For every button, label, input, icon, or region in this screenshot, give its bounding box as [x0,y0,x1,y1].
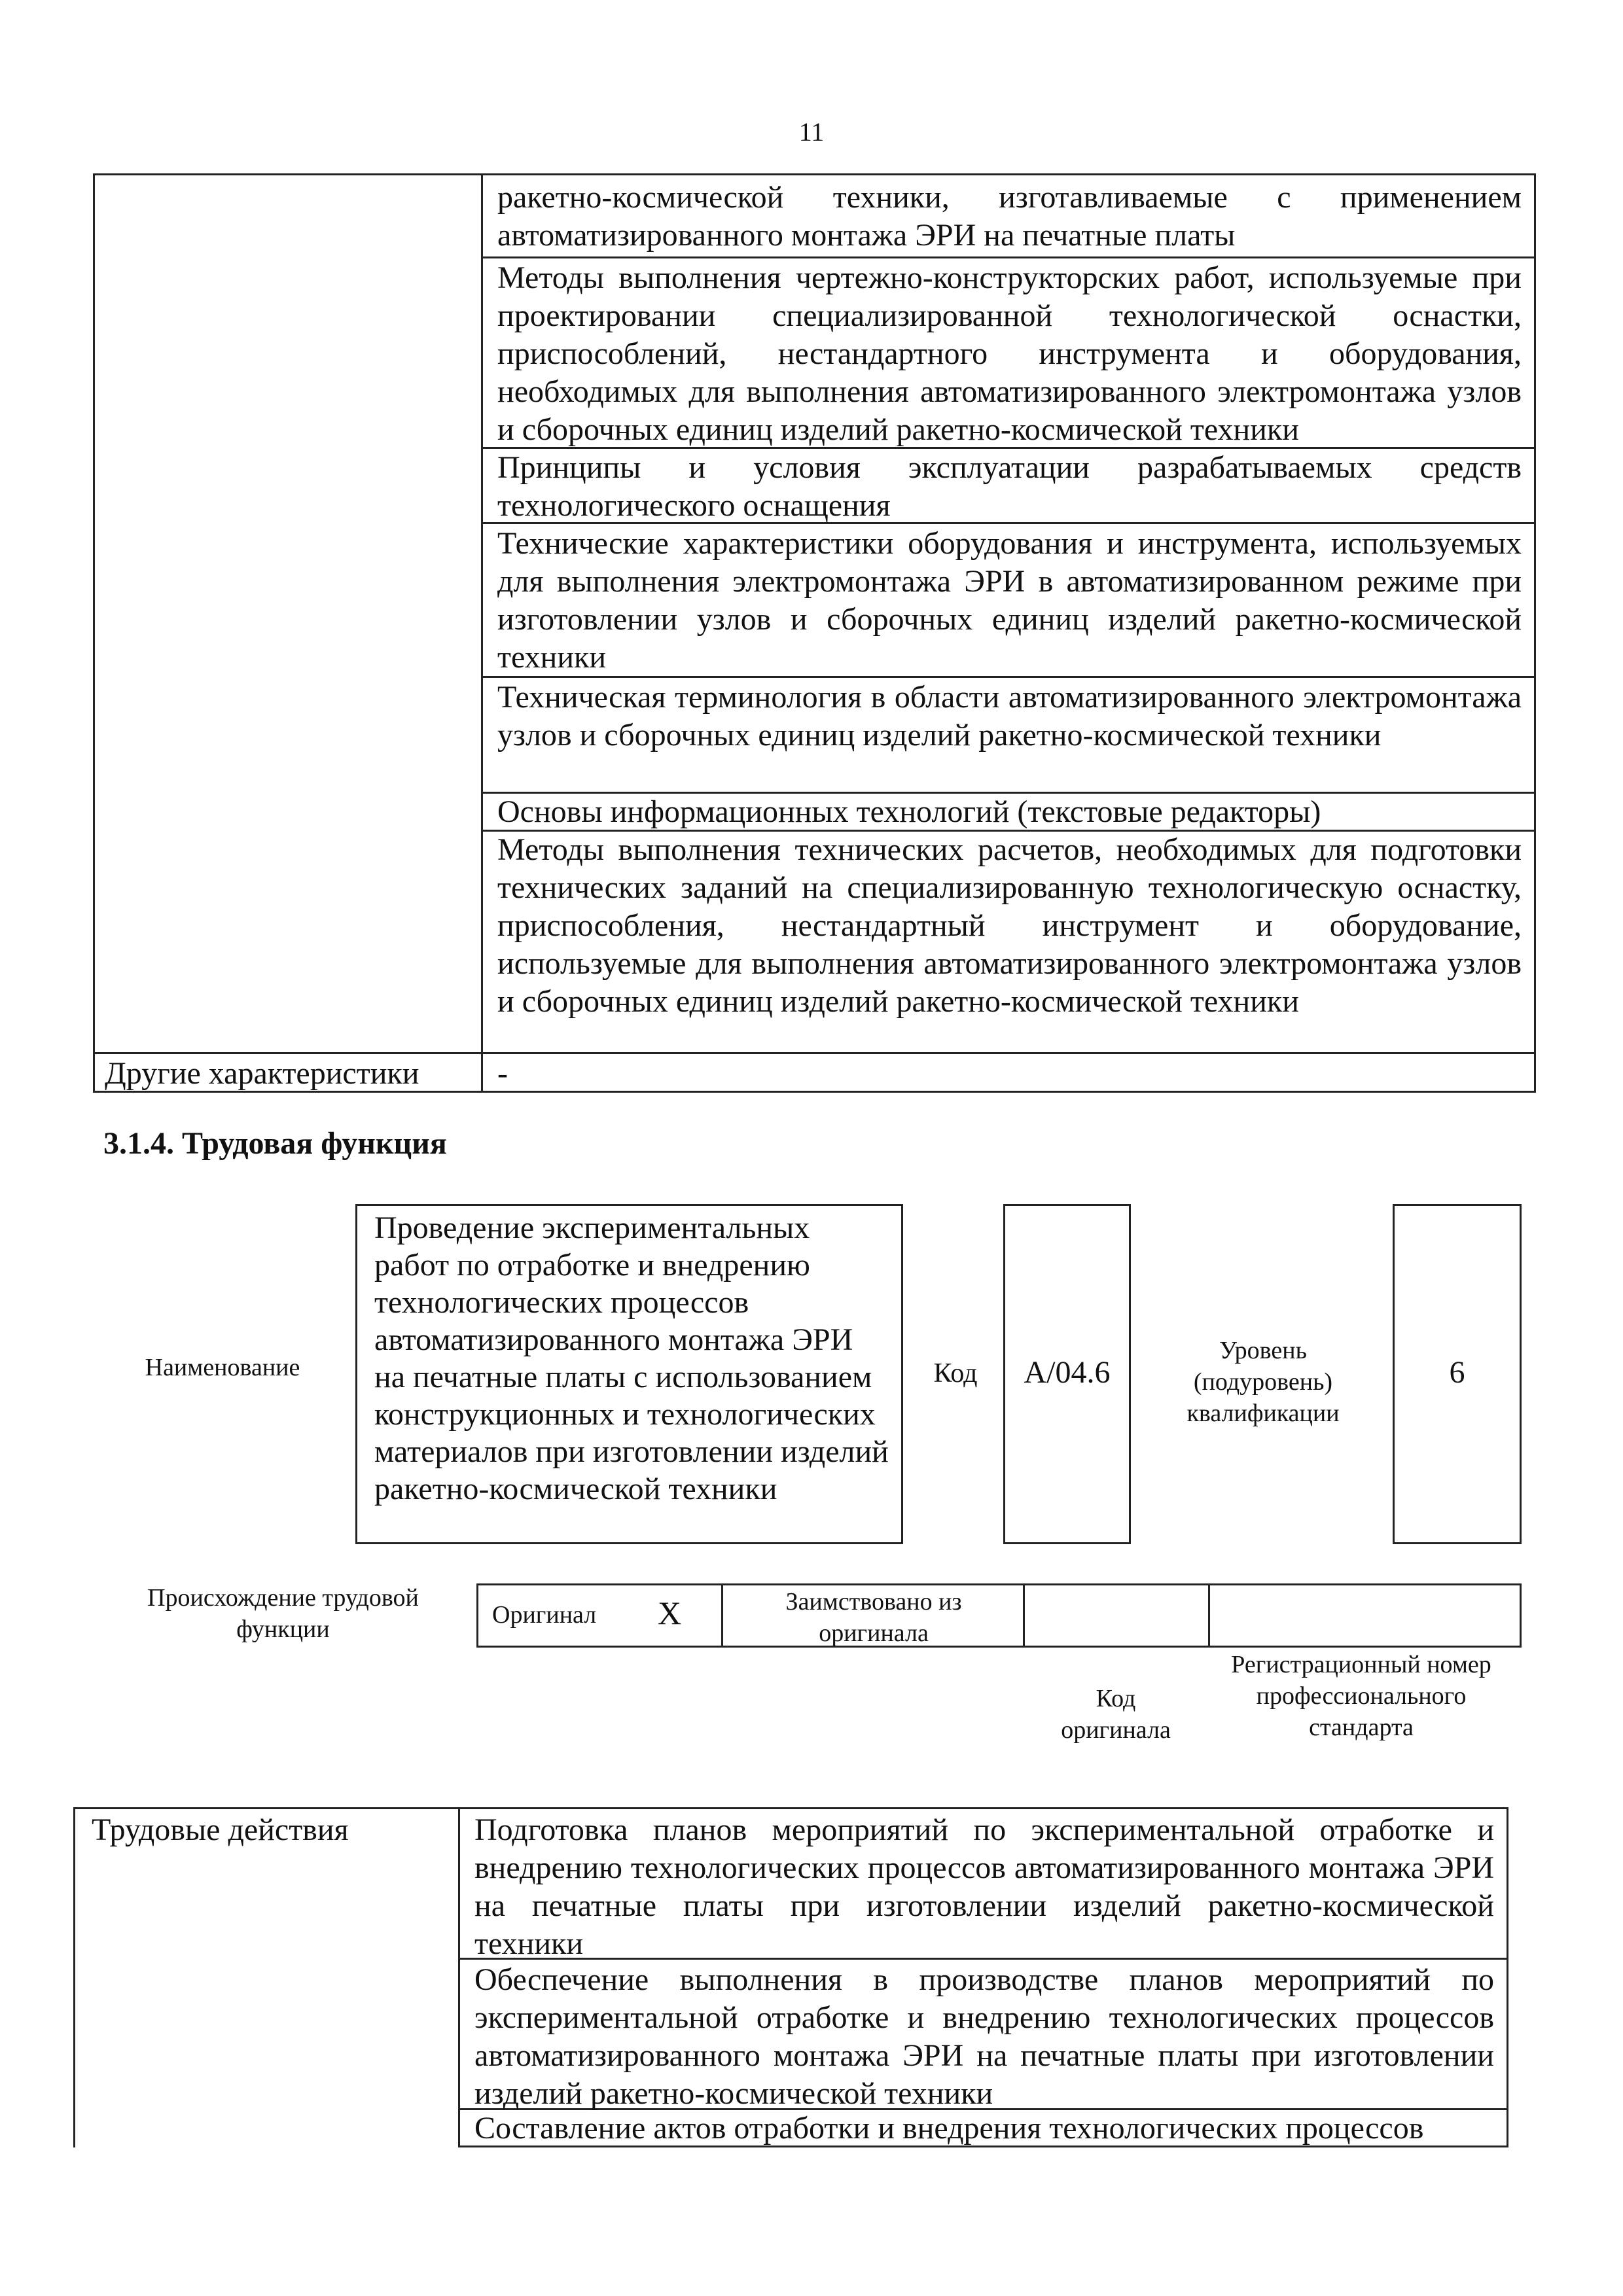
knowledge-row: Методы выполнения технических расчетов, необходимых для подготовки технических заданий на специализированную технологическую оснастку, приспособления, нестандартный инструмент и оборудование, используемые для выполнения автоматизированного электромонтажа узлов и сборочных единиц изделий ракетно-космической техники [497,832,1522,1019]
knowledge-row: Технические характеристики оборудования и инструмента, используемых для выполнения электромонтажа ЭРИ в автоматизированном режиме при изготовлении узлов и сборочных единиц изделий ракетно-космической техники [497,526,1522,675]
code-original-caption: Код оригинала [1061,1685,1171,1744]
row-divider [481,256,1536,258]
original-mark: X [658,1595,682,1631]
knowledge-row: Техническая терминология в области автоматизированного электромонтажа узлов и сборочных единиц изделий ракетно-космической техники [497,680,1522,752]
function-name: Проведение экспериментальных работ по отработке и внедрению технологических процессов автоматизированного монтажа ЭРИ на печатные платы с использованием конструкционных и технологических материалов при изготовлении изделий ракетно-космической техники [374,1210,889,1506]
action-row: Подготовка планов мероприятий по экспериментальной отработке и внедрению технологических процессов автоматизированного монтажа ЭРИ на печатные платы при изготовлении изделий ракетно-космической техники [474,1812,1494,1961]
other-characteristics-value: - [497,1056,508,1091]
original-label: Оригинал [492,1601,597,1629]
origin-divider [721,1583,723,1648]
table-column-divider [458,1807,460,2147]
level-value: 6 [1449,1355,1465,1390]
name-label: Наименование [145,1354,300,1381]
origin-divider [1208,1583,1210,1648]
level-label: Уровень (подуровень) квалификации [1186,1337,1340,1427]
borrowed-label: Заимствовано из оригинала [785,1588,962,1647]
action-row: Обеспечение выполнения в производстве планов мероприятий по экспериментальной отработке и внедрению технологических процессов автоматизированного монтажа ЭРИ на печатные платы при изготовлении изделий ракетно-космической техники [474,1962,1494,2111]
origin-label: Происхождение трудовой функции [147,1584,419,1643]
other-characteristics-label: Другие характеристики [105,1056,419,1091]
action-row: Составление актов отработки и внедрения технологических процессов [474,2111,1424,2146]
row-divider [93,1052,1536,1054]
section-heading: 3.1.4. Трудовая функция [103,1126,447,1161]
knowledge-row: Основы информационных технологий (текстовые редакторы) [497,794,1321,829]
actions-label: Трудовые действия [92,1812,349,1847]
knowledge-row: Принципы и условия эксплуатации разрабатываемых средств технологического оснащения [497,450,1522,523]
knowledge-row: ракетно-космической техники, изготавливаемые с применением автоматизированного монтажа ЭРИ на печатные платы [497,180,1522,253]
page-number: 11 [798,117,825,147]
knowledge-row: Методы выполнения чертежно-конструкторских работ, используемые при проектировании специализированной технологической оснастки, приспособлений, нестандартного инструмента и оборудования, необходимых для выполнения автоматизированного электромонтажа узлов и сборочных единиц изделий ракетно-космической техники [497,260,1522,447]
code-label: Код [933,1358,978,1388]
code-value: A/04.6 [1024,1355,1111,1390]
origin-divider [1023,1583,1025,1648]
reg-number-caption: Регистрационный номер профессионального стандарта [1231,1651,1491,1741]
table-column-divider [481,173,483,1093]
